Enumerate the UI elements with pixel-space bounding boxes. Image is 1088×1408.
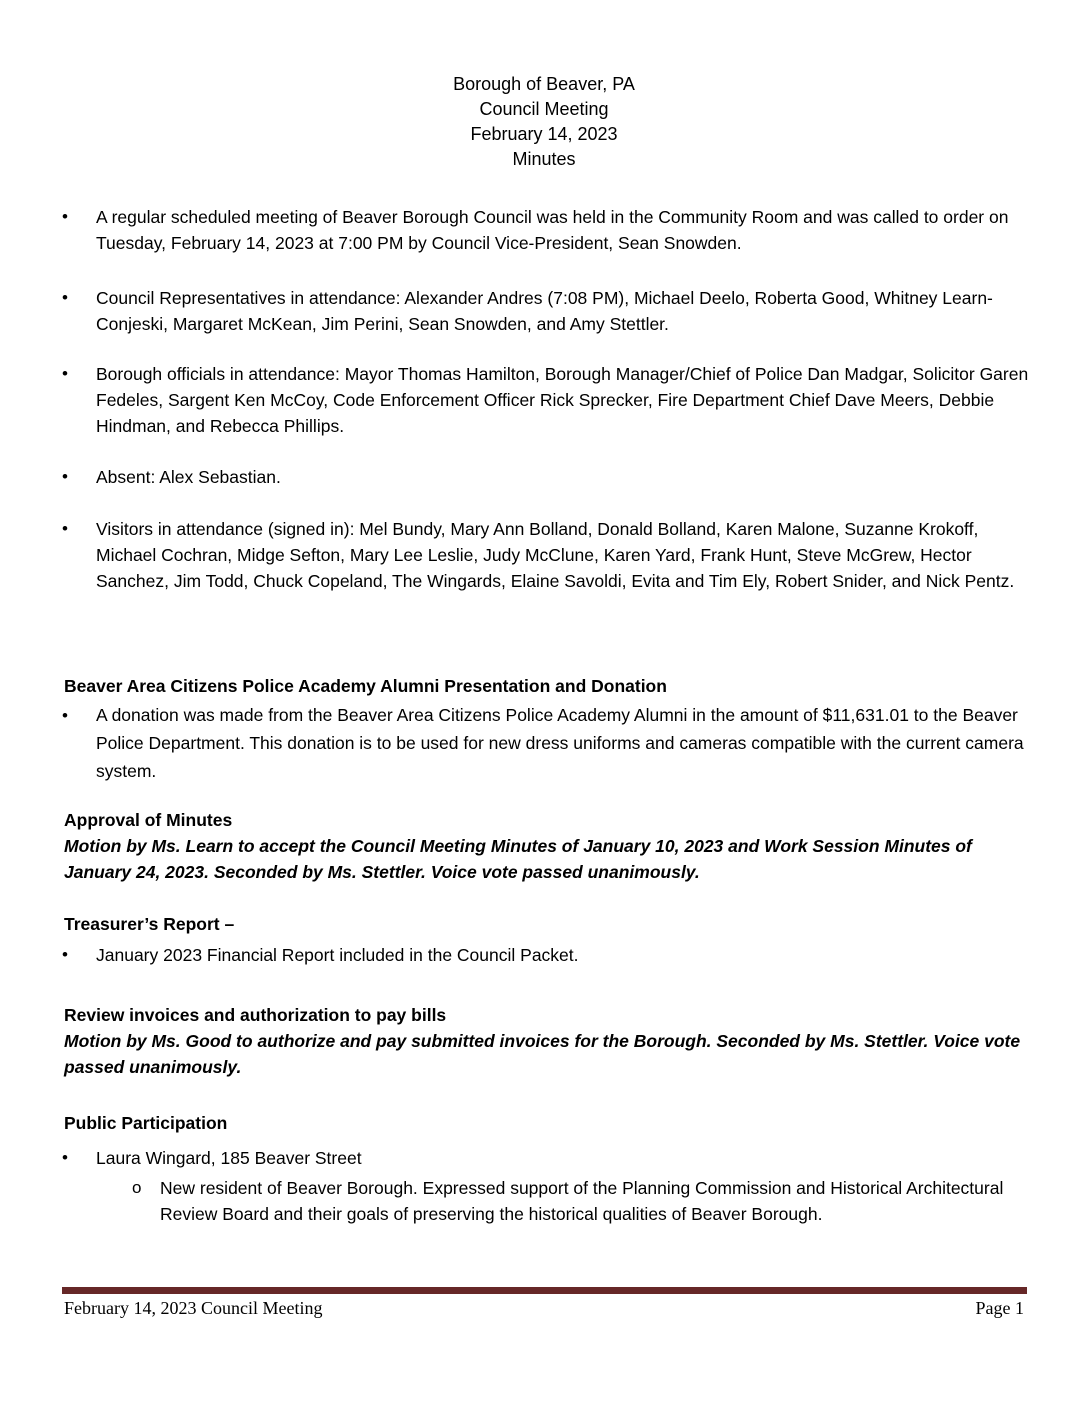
title-date: February 14, 2023 <box>470 124 618 144</box>
public-participation-heading: Public Participation <box>64 1113 228 1133</box>
bullet-icon: • <box>62 519 68 538</box>
invoices-heading: Review invoices and authorization to pay bills <box>64 1005 447 1025</box>
footer-page-number: Page 1 <box>975 1298 1024 1318</box>
visitors-text: Visitors in attendance (signed in): Mel Bundy, Mary Ann Bolland, Donald Bolland, Karen Malone, Suzanne Krokoff, Michael Cochran, Midge Sefton, Mary Lee Leslie, Judy McClune, Karen Yard, Frank Hunt, Steve McGrew, Hector Sanchez, Jim Todd, Chuck Copeland, The Wingards, Elaine Savoldi, Evita and Tim Ely, Robert Snider, and Nick Pentz. <box>96 519 1015 591</box>
bullet-icon: • <box>62 467 68 486</box>
bullet-icon: • <box>62 706 68 725</box>
public-comment-text: New resident of Beaver Borough. Expressed support of the Planning Commission and Historical Architectural Review Board and their goals of preserving the historical qualities of Beaver Borough. <box>160 1178 1004 1224</box>
bullet-icon: • <box>62 1148 68 1167</box>
approval-motion-text: Motion by Ms. Learn to accept the Council Meeting Minutes of January 10, 2023 and Work Session Minutes of January 24, 2023. Seconded by Ms. Stettler. Voice vote passed unanimously. <box>64 836 972 882</box>
call-to-order-text: A regular scheduled meeting of Beaver Borough Council was held in the Community Room and was called to order on Tuesday, February 14, 2023 at 7:00 PM by Council Vice-President, Sean Snowden. <box>96 207 1009 253</box>
donation-text: A donation was made from the Beaver Area Citizens Police Academy Alumni in the amount of $11,631.01 to the Beaver Police Department. This donation is to be used for new dress uniforms and cameras compatible with the current camera system. <box>96 705 1024 781</box>
title-borough: Borough of Beaver, PA <box>453 74 635 94</box>
borough-officials-text: Borough officials in attendance: Mayor Thomas Hamilton, Borough Manager/Chief of Police Dan Madgar, Solicitor Garen Fedeles, Sargent Ken McCoy, Code Enforcement Officer Rick Sprecker, Fire Department Chief Dave Meers, Debbie Hindman, and Rebecca Phillips. <box>96 364 1029 436</box>
public-speaker-text: Laura Wingard, 185 Beaver Street <box>96 1148 362 1168</box>
document-title-block <box>0 72 1088 172</box>
absent-text: Absent: Alex Sebastian. <box>96 467 281 487</box>
bullet-icon: • <box>62 945 68 964</box>
approval-of-minutes-heading: Approval of Minutes <box>64 810 233 830</box>
bullet-icon: • <box>62 288 68 307</box>
invoices-motion-text: Motion by Ms. Good to authorize and pay submitted invoices for the Borough. Seconded by Ms. Stettler. Voice vote passed unanimously. <box>64 1031 1021 1077</box>
treasurers-report-item: January 2023 Financial Report included in the Council Packet. <box>96 945 579 965</box>
sub-bullet-icon: o <box>132 1178 142 1197</box>
bullet-icon: • <box>62 207 68 226</box>
bullet-icon: • <box>62 364 68 383</box>
council-representatives-text: Council Representatives in attendance: Alexander Andres (7:08 PM), Michael Deelo, Roberta Good, Whitney Learn-Conjeski, Margaret McKean, Jim Perini, Sean Snowden, and Amy Stettler. <box>96 288 993 334</box>
title-minutes: Minutes <box>512 149 576 169</box>
footer-divider <box>62 1287 1027 1294</box>
footer-meeting-label: February 14, 2023 Council Meeting <box>64 1298 323 1318</box>
treasurers-report-heading: Treasurer’s Report – <box>64 914 235 934</box>
donation-heading: Beaver Area Citizens Police Academy Alumni Presentation and Donation <box>64 676 667 696</box>
title-meeting-type: Council Meeting <box>479 99 609 119</box>
